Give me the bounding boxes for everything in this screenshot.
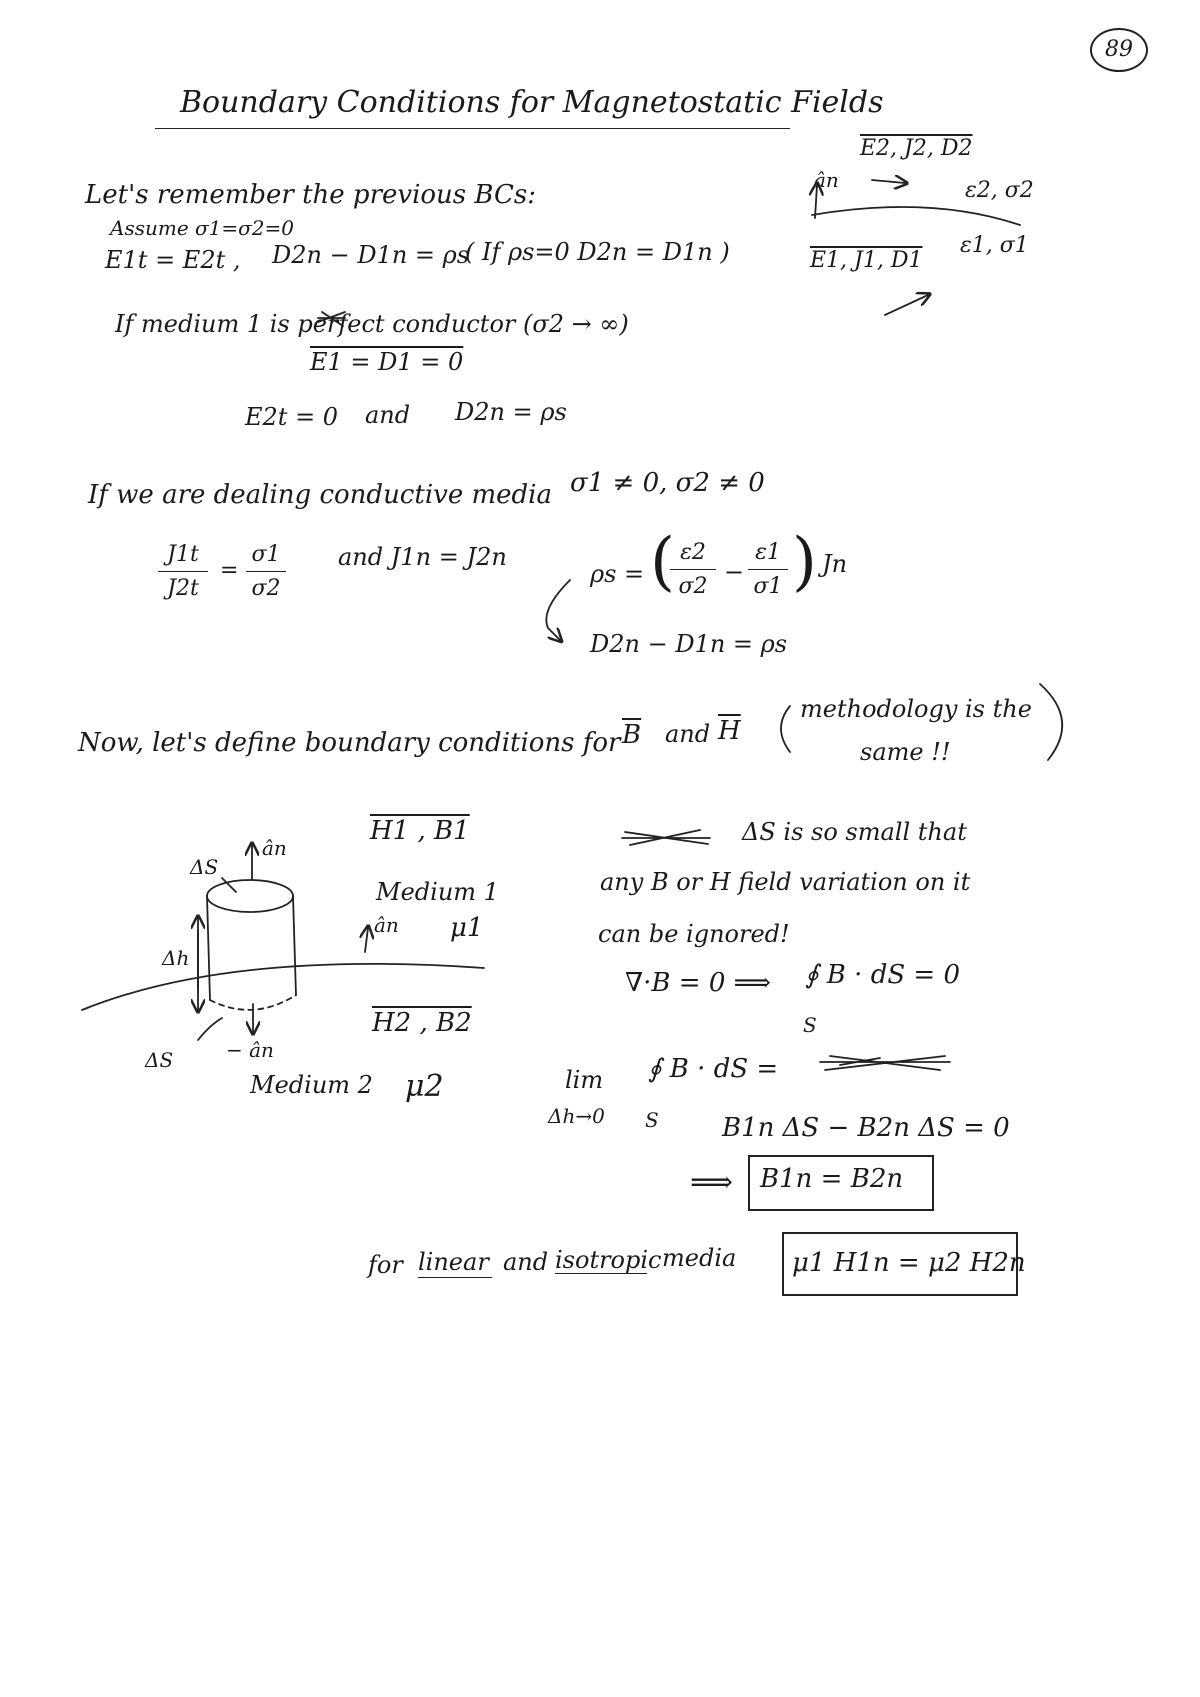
upper-fields-label: E2, J2, D2 <box>860 136 973 161</box>
conductive-intro: If we are dealing conductive media <box>88 480 552 510</box>
page-number: 89 <box>1090 28 1148 72</box>
normal-d-condition: D2n − D1n = ρs <box>272 241 470 269</box>
gauss-law-integral: ∮ B · dS = 0 <box>805 960 961 990</box>
normal-bottom-label: − ân <box>226 1038 274 1062</box>
e-direction-arrow <box>872 180 905 183</box>
h2-b2-label: H2 , B2 <box>372 1008 472 1038</box>
delta-h-label: Δh <box>162 946 190 970</box>
limit-surface-sub: S <box>645 1108 659 1132</box>
ratio-numerator: J1t <box>167 542 199 567</box>
magnetic-intro: Now, let's define boundary conditions for <box>78 728 621 758</box>
ds-bottom-pointer <box>198 1018 222 1040</box>
tangential-e-condition: E1t = E2t , <box>105 246 241 274</box>
sig2: σ2 <box>678 574 708 599</box>
linear-word: linear <box>418 1248 489 1276</box>
medium2-label: Medium 2 <box>250 1071 373 1099</box>
medium1-label: Medium 1 <box>376 878 499 906</box>
recap-intro: Let's remember the previous BCs: <box>85 180 536 210</box>
delta-s-pointer <box>222 878 236 892</box>
jn-factor: Jn <box>822 550 848 578</box>
note-open-paren <box>781 706 790 752</box>
upper-medium-label: ε2, σ2 <box>965 178 1034 203</box>
ratio-equals: = <box>220 558 239 583</box>
normal-arrow-top <box>815 185 817 218</box>
lower-medium-label: ε1, σ1 <box>960 233 1029 258</box>
normal-b-continuity: B1n = B2n <box>760 1164 904 1194</box>
normal-vector-label: ân <box>814 168 839 192</box>
divergence-b-zero: ∇·B = 0 ⟹ <box>625 968 771 998</box>
d-relation: D2n − D1n = ρs <box>590 630 788 658</box>
interface-curve-top <box>812 207 1020 225</box>
eps1: ε1 <box>755 540 781 565</box>
perfect-conductor-text: If medium 1 is perfect conductor (σ2 → ∞) <box>115 310 629 338</box>
linear-post: media <box>662 1244 737 1272</box>
interface-curve <box>82 964 484 1010</box>
pillbox-left <box>207 896 210 1000</box>
limit-label: lim <box>565 1066 604 1094</box>
pillbox-top <box>207 880 293 912</box>
and-word-2: and <box>665 720 711 748</box>
isotropic-word: isotropic <box>555 1246 662 1274</box>
minus-sign: − <box>724 558 745 586</box>
crossed-out-text-2 <box>622 830 710 845</box>
normal-top-label: ân <box>262 836 287 860</box>
eps2: ε2 <box>680 540 706 565</box>
note-close-paren <box>1040 684 1062 760</box>
limit-surface-integral: ∮ B · dS = <box>648 1054 779 1084</box>
d2n-equals-rho: D2n = ρs <box>455 398 567 426</box>
conductivity-condition: σ1 ≠ 0, σ2 ≠ 0 <box>570 468 765 498</box>
lower-fields-label: E1, J1, D1 <box>810 248 923 273</box>
gauss-surface-sub: S <box>803 1013 817 1037</box>
normal-h-relation: μ1 H1n = μ2 H2n <box>792 1248 1026 1278</box>
rho-lhs: ρs = <box>590 560 645 588</box>
delta-s-top-label: ΔS <box>190 855 219 879</box>
normal-mid-label: ân <box>374 913 399 937</box>
h1-b1-label: H1 , B1 <box>370 816 470 846</box>
flux-balance: B1n ΔS − B2n ΔS = 0 <box>722 1113 1010 1143</box>
ratio-denominator: J2t <box>167 576 199 601</box>
h-field-symbol: $\overline{H}$ <box>718 716 741 746</box>
relation-arrow <box>546 580 570 640</box>
crossed-out-text-3 <box>820 1056 950 1070</box>
normal-d-note: ( If ρs=0 D2n = D1n ) <box>465 238 730 266</box>
implies-arrow: ⟹ <box>690 1165 734 1200</box>
normal-current-continuity: and J1n = J2n <box>338 543 507 571</box>
limit-subscript: Δh→0 <box>548 1104 605 1128</box>
e2t-zero: E2t = 0 <box>245 403 339 431</box>
mu2-label: μ2 <box>405 1069 444 1104</box>
pillbox-right <box>293 896 296 995</box>
delta-s-bottom-label: ΔS <box>145 1048 174 1072</box>
b-field-symbol: $\overline{B}$ <box>622 720 642 750</box>
methodology-note-line2: same !! <box>860 738 951 766</box>
explanation-line2: any B or H field variation on it <box>600 868 971 896</box>
explanation-line1: ΔS is so small that <box>742 818 967 846</box>
crossed-out-text-1 <box>318 312 345 326</box>
sigma-denominator: σ2 <box>251 576 281 601</box>
page-title: Boundary Conditions for Magnetostatic Fields <box>180 85 884 120</box>
mid-normal-arrow <box>365 928 368 952</box>
explanation-line3: can be ignored! <box>598 920 790 948</box>
linear-pre: for <box>368 1251 403 1279</box>
methodology-note-line1: methodology is the <box>800 695 1032 723</box>
open-paren: ( <box>650 525 675 599</box>
sigma-numerator: σ1 <box>251 542 281 567</box>
assumption: Assume σ1=σ2=0 <box>110 216 295 240</box>
inside-conductor-fields: E1 = D1 = 0 <box>310 348 464 376</box>
mu1-label: μ1 <box>450 913 484 943</box>
sig1: σ1 <box>753 574 783 599</box>
and-word-1: and <box>365 401 411 429</box>
linear-and: and <box>503 1248 549 1276</box>
close-paren: ) <box>792 525 817 599</box>
field-arrow-lower <box>885 295 928 315</box>
